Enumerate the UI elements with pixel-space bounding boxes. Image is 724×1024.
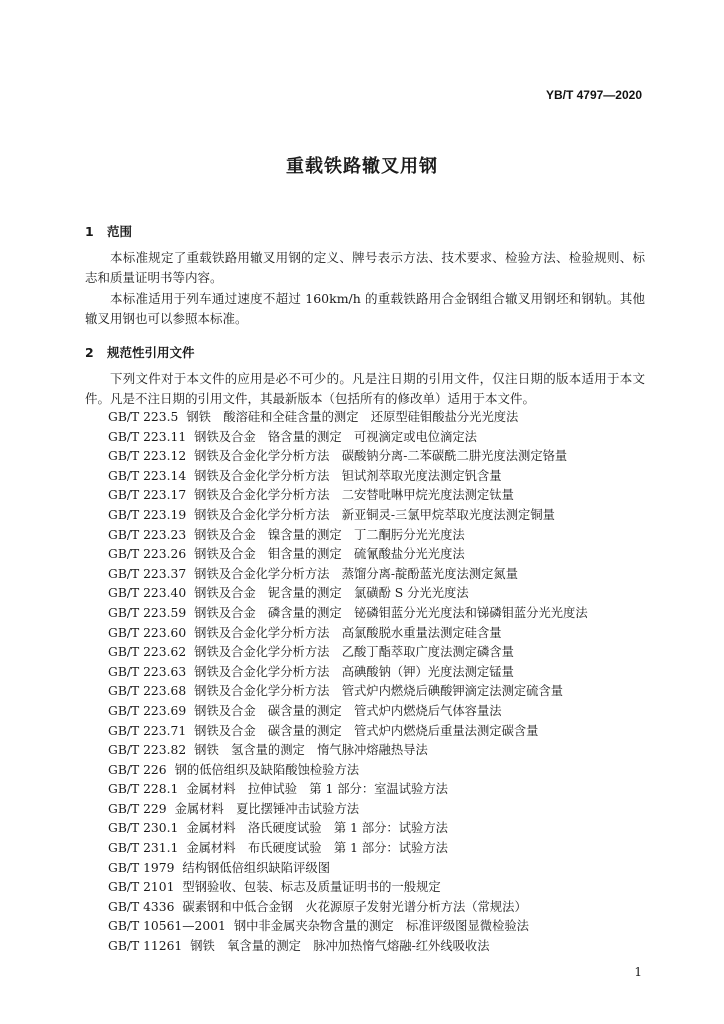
reference-code: GB/T 223.82 [108, 743, 187, 758]
reference-item [108, 702, 668, 722]
reference-title: 钢铁及合金 铬含量的测定 可视滴定或电位滴定法 [194, 429, 477, 444]
reference-title: 金属材料 洛氏硬度试验 第 1 部分：试验方法 [186, 821, 448, 836]
section-2-title: 规范性引用文件 [107, 345, 195, 360]
reference-title: 钢铁及合金化学分析方法 钽试剂萃取光度法测定钒含量 [194, 468, 502, 483]
reference-item [108, 643, 668, 663]
reference-item [108, 624, 668, 644]
reference-title: 钢铁及合金 铌含量的测定 氯磺酚 S 分光光度法 [194, 586, 469, 601]
reference-title: 钢铁及合金化学分析方法 碳酸钠分离-二苯碳酰二肼光度法测定铬量 [194, 449, 568, 464]
reference-item [108, 565, 668, 585]
normative-refs-intro: 下列文件对于本文件的应用是必不可少的。凡是注日期的引用文件，仅注日期的版本适用于本文件。凡是不注日期的引用文件，其最新版本（包括所有的修改单）适用于本文件。 [85, 371, 645, 406]
reference-item [108, 408, 668, 428]
reference-code: GB/T 229 [108, 801, 167, 816]
reference-code: GB/T 223.37 [108, 566, 187, 581]
reference-code: GB/T 223.69 [108, 703, 187, 718]
reference-title: 金属材料 拉伸试验 第 1 部分：室温试验方法 [186, 782, 448, 797]
section-1-number: 1 [85, 224, 94, 239]
reference-code: GB/T 223.68 [108, 684, 187, 699]
document-title: 重载铁路辙叉用钢 [286, 156, 438, 177]
reference-item [108, 663, 668, 683]
reference-item [108, 584, 668, 604]
reference-code: GB/T 228.1 [108, 782, 179, 797]
reference-item [108, 447, 668, 467]
reference-item [108, 839, 668, 859]
reference-code: GB/T 223.5 [108, 410, 179, 424]
reference-title: 钢铁及合金 钼含量的测定 硫氰酸盐分光光度法 [194, 547, 465, 562]
reference-item [108, 741, 668, 761]
reference-title: 钢铁及合金化学分析方法 新亚铜灵-三氯甲烷萃取光度法测定铜量 [194, 507, 555, 522]
reference-code: GB/T 223.17 [108, 488, 187, 503]
reference-item [108, 937, 668, 957]
reference-title: 金属材料 布氏硬度试验 第 1 部分：试验方法 [186, 841, 448, 856]
reference-title: 结构钢低倍组织缺陷评级图 [182, 860, 330, 875]
reference-code: GB/T 223.11 [108, 429, 187, 444]
reference-code: GB/T 223.63 [108, 664, 187, 679]
reference-code: GB/T 223.14 [108, 468, 187, 483]
reference-code: GB/T 4336 [108, 899, 175, 914]
reference-code: GB/T 223.23 [108, 527, 187, 542]
reference-title: 钢铁及合金 碳含量的测定 管式炉内燃烧后气体容量法 [194, 703, 502, 718]
reference-code: GB/T 11261 [108, 939, 183, 954]
reference-code: GB/T 223.59 [108, 605, 187, 620]
reference-title: 钢铁及合金化学分析方法 高碘酸钠（钾）光度法测定锰量 [194, 664, 514, 679]
reference-list [108, 408, 668, 957]
reference-item [108, 898, 668, 918]
reference-code: GB/T 223.19 [108, 507, 187, 522]
reference-title: 钢铁及合金化学分析方法 乙酸丁酯萃取广度法测定磷含量 [194, 645, 514, 660]
reference-title: 钢铁及合金 碳含量的测定 管式炉内燃烧后重量法测定碳含量 [194, 723, 539, 738]
reference-code: GB/T 223.26 [108, 547, 187, 562]
reference-title: 钢中非金属夹杂物含量的测定 标准评级图显微检验法 [233, 919, 529, 934]
reference-item [108, 878, 668, 898]
reference-item [108, 545, 668, 565]
reference-code: GB/T 223.71 [108, 723, 187, 738]
reference-code: GB/T 231.1 [108, 841, 179, 856]
reference-title: 金属材料 夏比摆锤冲击试验方法 [174, 801, 360, 816]
reference-item [108, 682, 668, 702]
reference-title: 钢铁及合金化学分析方法 蒸馏分离-靛酚蓝光度法测定氮量 [194, 566, 519, 581]
section-2-number: 2 [85, 345, 94, 360]
reference-title: 钢铁及合金化学分析方法 二安替吡啉甲烷光度法测定钛量 [194, 488, 514, 503]
reference-item [108, 526, 668, 546]
reference-item [108, 467, 668, 487]
reference-code: GB/T 223.12 [108, 449, 187, 464]
section-1-title: 范围 [107, 224, 133, 239]
reference-item [108, 819, 668, 839]
reference-item [108, 604, 668, 624]
reference-title: 钢铁 酸溶硅和全硅含量的测定 还原型硅钼酸盐分光光度法 [186, 410, 519, 424]
reference-item [108, 780, 668, 800]
reference-code: GB/T 1979 [108, 860, 175, 875]
reference-code: GB/T 226 [108, 762, 167, 777]
reference-title: 碳素钢和中低合金钢 火花源原子发射光谱分析方法（常规法） [182, 899, 527, 914]
reference-title: 钢的低倍组织及缺陷酸蚀检验方法 [174, 762, 360, 777]
reference-code: GB/T 230.1 [108, 821, 179, 836]
reference-code: GB/T 223.60 [108, 625, 187, 640]
reference-code: GB/T 2101 [108, 880, 175, 895]
reference-title: 钢铁及合金 磷含量的测定 铋磷钼蓝分光光度法和锑磷钼蓝分光光度法 [194, 605, 588, 620]
reference-title: 钢铁 氢含量的测定 惰气脉冲熔融热导法 [194, 743, 428, 758]
reference-item [108, 722, 668, 742]
reference-item [108, 428, 668, 448]
section-2-heading [85, 343, 195, 361]
reference-title: 钢铁及合金化学分析方法 管式炉内燃烧后碘酸钾滴定法测定硫含量 [194, 684, 564, 699]
reference-code: GB/T 10561—2001 [108, 919, 226, 934]
reference-title: 钢铁及合金 镍含量的测定 丁二酮肟分光光度法 [194, 527, 465, 542]
scope-paragraph-2: 本标准适用于列车通过速度不超过 160km/h 的重载铁路用合金钢组合辙叉用钢坯和钢轨。其他辙叉用钢也可以参照本标准。 [85, 291, 645, 326]
section-1-heading [85, 222, 132, 240]
reference-item [108, 761, 668, 781]
reference-title: 钢铁 氧含量的测定 脉冲加热惰气熔融-红外线吸收法 [190, 939, 490, 954]
reference-item [108, 917, 668, 937]
standard-code: YB/T 4797—2020 [545, 88, 642, 102]
reference-item [108, 506, 668, 526]
reference-item [108, 486, 668, 506]
scope-paragraph-1: 本标准规定了重载铁路用辙叉用钢的定义、牌号表示方法、技术要求、检验方法、检验规则、标志和质量证明书等内容。 [85, 250, 645, 285]
reference-title: 钢铁及合金化学分析方法 高氯酸脱水重量法测定硅含量 [194, 625, 502, 640]
page-number: 1 [634, 965, 642, 979]
reference-item [108, 859, 668, 879]
reference-code: GB/T 223.40 [108, 586, 187, 601]
reference-title: 型钢验收、包装、标志及质量证明书的一般规定 [182, 880, 441, 895]
reference-code: GB/T 223.62 [108, 645, 187, 660]
reference-item [108, 800, 668, 820]
